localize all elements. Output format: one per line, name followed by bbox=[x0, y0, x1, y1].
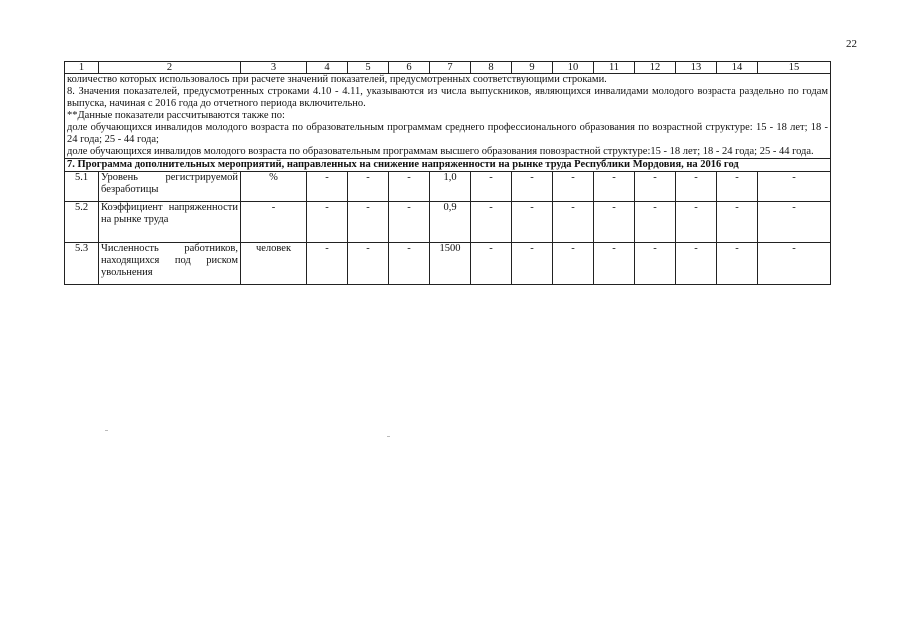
page-number: 22 bbox=[846, 38, 857, 50]
column-number: 13 bbox=[676, 62, 717, 74]
table-row bbox=[65, 172, 831, 202]
note-paragraph: доле обучающихся инвалидов молодого возраста по образовательным программам высшего образования повозрастной структуре:15 - 18 лет; 18 - 24 года; 25 - 44 года. bbox=[67, 146, 814, 157]
value-cell: - bbox=[594, 243, 635, 285]
scan-speck bbox=[387, 436, 389, 437]
column-number: 10 bbox=[553, 62, 594, 74]
column-number: 7 bbox=[430, 62, 471, 74]
value-cell: - bbox=[471, 172, 512, 202]
section-row bbox=[65, 159, 831, 172]
value-cell: - bbox=[307, 202, 348, 243]
notes-cell bbox=[65, 74, 831, 159]
value-cell: - bbox=[717, 202, 758, 243]
value-cell: - bbox=[512, 202, 553, 243]
column-number: 2 bbox=[99, 62, 241, 74]
value-cell: - bbox=[676, 243, 717, 285]
value-cell: 0,9 bbox=[430, 202, 471, 243]
value-cell: - bbox=[635, 202, 676, 243]
unit-cell: % bbox=[241, 172, 307, 202]
value-cell: - bbox=[553, 243, 594, 285]
value-cell: - bbox=[471, 243, 512, 285]
value-cell: - bbox=[594, 172, 635, 202]
note-paragraph: количество которых использовалось при расчете значений показателей, предусмотренных соответствующими строками. bbox=[67, 74, 607, 85]
value-cell: - bbox=[471, 202, 512, 243]
note-paragraph: **Данные показатели рассчитываются также по: bbox=[67, 110, 285, 121]
column-number: 8 bbox=[471, 62, 512, 74]
column-number: 11 bbox=[594, 62, 635, 74]
value-cell: - bbox=[512, 172, 553, 202]
table-row bbox=[65, 202, 831, 243]
row-number: 5.3 bbox=[65, 243, 99, 285]
value-cell: - bbox=[635, 243, 676, 285]
column-number: 5 bbox=[348, 62, 389, 74]
value-cell: - bbox=[389, 202, 430, 243]
unit-cell: человек bbox=[241, 243, 307, 285]
indicator-name: Уровень регистрируемой безработицы bbox=[99, 172, 241, 202]
note-paragraph: доле обучающихся инвалидов молодого возраста по образовательным программам среднего профессионального образования по возрастной структуре: 15 - 18 лет; 18 - 24 года; 25 - 44 года; bbox=[67, 122, 828, 145]
value-cell: - bbox=[553, 172, 594, 202]
table-row bbox=[65, 243, 831, 285]
note-paragraph: 8. Значения показателей, предусмотренных строками 4.10 - 4.11, указываются из числа выпускников, являющихся инвалидами молодого возраста раздельно по годам выпуска, начиная с 2016 года до отчетного периода включительно. bbox=[67, 86, 828, 109]
column-number: 15 bbox=[758, 62, 831, 74]
value-cell: - bbox=[635, 172, 676, 202]
value-cell: - bbox=[389, 172, 430, 202]
column-number: 14 bbox=[717, 62, 758, 74]
indicator-name: Коэффициент напряженности на рынке труда bbox=[99, 202, 241, 243]
value-cell: - bbox=[307, 172, 348, 202]
value-cell: - bbox=[758, 202, 831, 243]
value-cell: 1500 bbox=[430, 243, 471, 285]
value-cell: - bbox=[553, 202, 594, 243]
value-cell: - bbox=[758, 243, 831, 285]
column-number: 9 bbox=[512, 62, 553, 74]
value-cell: - bbox=[717, 243, 758, 285]
value-cell: - bbox=[594, 202, 635, 243]
row-number: 5.2 bbox=[65, 202, 99, 243]
value-cell: - bbox=[348, 243, 389, 285]
column-number: 12 bbox=[635, 62, 676, 74]
indicators-table bbox=[64, 61, 831, 285]
indicator-name: Численность работников, находящихся под риском увольнения bbox=[99, 243, 241, 285]
value-cell: - bbox=[389, 243, 430, 285]
notes-row bbox=[65, 74, 831, 159]
value-cell: - bbox=[348, 202, 389, 243]
column-number: 1 bbox=[65, 62, 99, 74]
value-cell: 1,0 bbox=[430, 172, 471, 202]
row-number: 5.1 bbox=[65, 172, 99, 202]
section-title: 7. Программа дополнительных мероприятий, направленных на снижение напряженности на рынке труда Республики Мордовия, на 2016 год bbox=[65, 159, 831, 172]
value-cell: - bbox=[307, 243, 348, 285]
unit-cell: - bbox=[241, 202, 307, 243]
column-number: 6 bbox=[389, 62, 430, 74]
value-cell: - bbox=[348, 172, 389, 202]
column-number: 3 bbox=[241, 62, 307, 74]
column-number: 4 bbox=[307, 62, 348, 74]
value-cell: - bbox=[758, 172, 831, 202]
value-cell: - bbox=[512, 243, 553, 285]
value-cell: - bbox=[676, 202, 717, 243]
value-cell: - bbox=[717, 172, 758, 202]
column-number-row bbox=[65, 62, 831, 74]
value-cell: - bbox=[676, 172, 717, 202]
scan-speck bbox=[105, 430, 107, 431]
